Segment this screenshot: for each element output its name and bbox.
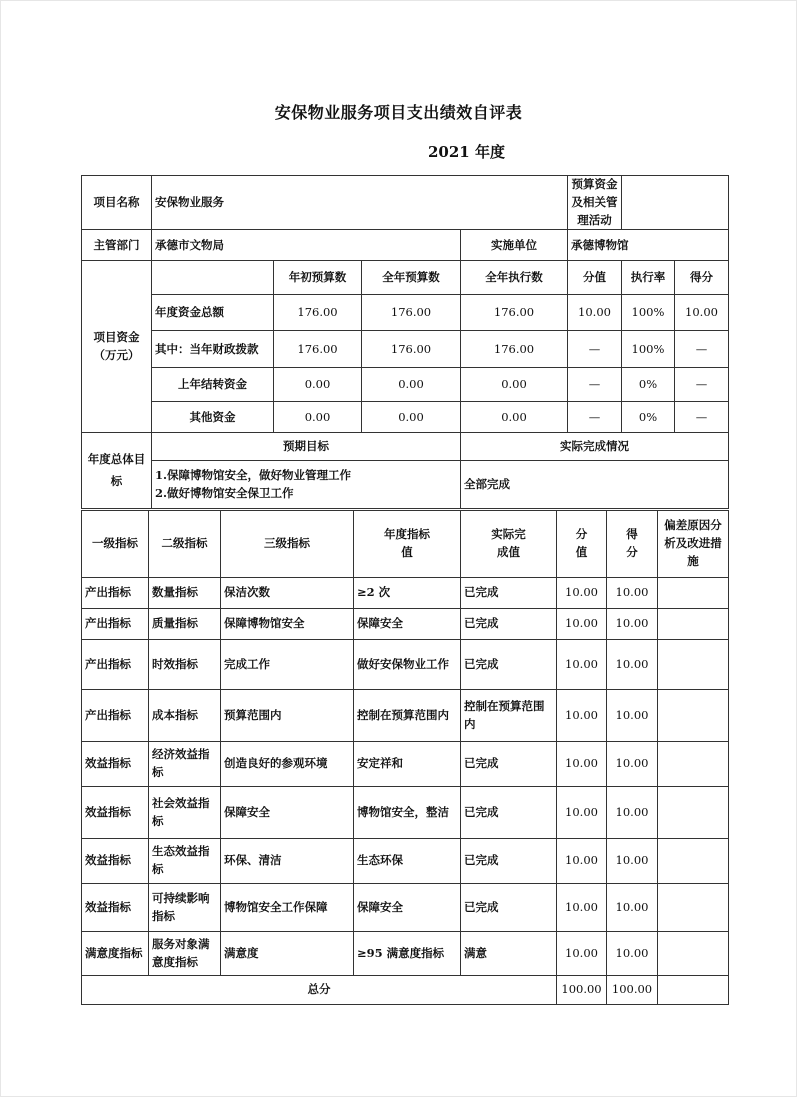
- indicator-header: 二级指标: [149, 511, 221, 578]
- indicator-header: 偏差原因分析及改进措施: [658, 511, 729, 578]
- indicator-header: 一级指标: [82, 511, 149, 578]
- funds-cell: 0%: [622, 402, 675, 433]
- indicator-level3: 保洁次数: [221, 578, 354, 609]
- indicator-row: [82, 578, 729, 609]
- funds-row-name: 年度资金总额: [152, 295, 274, 331]
- indicator-level3: 博物馆安全工作保障: [221, 884, 354, 932]
- indicator-header: 实际完成值: [461, 511, 557, 578]
- expected-goal-item: 1.保障博物馆安全，做好物业管理工作: [155, 468, 352, 483]
- indicator-level1: 效益指标: [82, 742, 149, 787]
- indicator-row: [82, 884, 729, 932]
- indicator-level3: 满意度: [221, 932, 354, 976]
- indicator-level2: 数量指标: [149, 578, 221, 609]
- funds-header: 年初预算数: [274, 261, 362, 295]
- page-title: 安保物业服务项目支出绩效自评表: [274, 103, 523, 122]
- indicator-target: 博物馆安全，整洁: [354, 787, 461, 839]
- indicator-score: 10.00: [607, 640, 658, 690]
- dept-value: 承德市文物局: [152, 230, 461, 261]
- indicator-score: 10.00: [607, 609, 658, 640]
- indicator-target: ≥95 满意度指标: [354, 932, 461, 976]
- funds-header: 执行率: [622, 261, 675, 295]
- indicator-score: 10.00: [607, 742, 658, 787]
- indicator-target: 保障安全: [354, 884, 461, 932]
- indicator-level1: 效益指标: [82, 884, 149, 932]
- funds-cell: 10.00: [675, 295, 729, 331]
- indicator-reason: [658, 609, 729, 640]
- expected-goal-item: 2.做好博物馆安全保卫工作: [155, 485, 294, 500]
- indicator-score-value: 10.00: [557, 839, 607, 884]
- funds-cell: 176.00: [362, 331, 461, 368]
- funds-cell: 100%: [622, 295, 675, 331]
- indicator-row: [82, 787, 729, 839]
- indicator-level2: 服务对象满意度指标: [149, 932, 221, 976]
- indicator-level3: 保障安全: [221, 787, 354, 839]
- expected-goals-header: 预期目标: [152, 433, 461, 461]
- funds-row: [82, 368, 729, 402]
- funds-cell: —: [568, 331, 622, 368]
- indicator-row: [82, 839, 729, 884]
- indicator-reason: [658, 884, 729, 932]
- funds-cell: —: [568, 402, 622, 433]
- indicator-level3: 环保、清洁: [221, 839, 354, 884]
- project-name-value: 安保物业服务: [152, 176, 568, 230]
- indicator-actual: 满意: [461, 932, 557, 976]
- funds-cell: 0.00: [461, 402, 568, 433]
- dept-label: 主管部门: [82, 230, 152, 261]
- funds-cell: —: [568, 368, 622, 402]
- total-reason: [658, 976, 729, 1005]
- funds-header: 分值: [568, 261, 622, 295]
- budget-activity-value: [622, 176, 729, 230]
- funds-cell: —: [675, 331, 729, 368]
- indicator-reason: [658, 932, 729, 976]
- funds-label: 项目资金（万元）: [82, 261, 152, 433]
- indicator-level2: 社会效益指标: [149, 787, 221, 839]
- expected-goals-text: [152, 461, 461, 509]
- indicator-reason: [658, 839, 729, 884]
- indicator-header: 分值: [557, 511, 607, 578]
- funds-cell: 176.00: [461, 295, 568, 331]
- indicator-target: 控制在预算范围内: [354, 690, 461, 742]
- indicator-score-value: 10.00: [557, 578, 607, 609]
- funds-cell: —: [675, 368, 729, 402]
- indicator-actual: 已完成: [461, 640, 557, 690]
- indicator-score-value: 10.00: [557, 609, 607, 640]
- funds-row: [82, 402, 729, 433]
- indicator-actual: 已完成: [461, 839, 557, 884]
- impl-unit-value: 承德博物馆: [568, 230, 729, 261]
- total-label: 总分: [82, 976, 557, 1005]
- budget-activity-label: 预算资金及相关管理活动: [568, 176, 622, 230]
- indicator-score-value: 10.00: [557, 690, 607, 742]
- funds-row-name: 其中：当年财政拨款: [152, 331, 274, 368]
- total-score: 100.00: [607, 976, 658, 1005]
- indicator-header: 得分: [607, 511, 658, 578]
- indicator-header: 年度指标值: [354, 511, 461, 578]
- indicator-score: 10.00: [607, 839, 658, 884]
- indicator-level2: 经济效益指标: [149, 742, 221, 787]
- indicator-score-value: 10.00: [557, 640, 607, 690]
- funds-cell: 0.00: [274, 402, 362, 433]
- project-info-table: [81, 175, 729, 509]
- funds-cell: 0.00: [461, 368, 568, 402]
- impl-unit-label: 实施单位: [461, 230, 568, 261]
- indicator-target: 生态环保: [354, 839, 461, 884]
- indicator-actual: 已完成: [461, 609, 557, 640]
- indicator-target: 做好安保物业工作: [354, 640, 461, 690]
- indicator-score: 10.00: [607, 932, 658, 976]
- funds-cell: 176.00: [362, 295, 461, 331]
- funds-cell: 100%: [622, 331, 675, 368]
- indicator-header: 三级指标: [221, 511, 354, 578]
- funds-header: 得分: [675, 261, 729, 295]
- indicator-level2: 质量指标: [149, 609, 221, 640]
- indicator-score: 10.00: [607, 690, 658, 742]
- indicator-level1: 满意度指标: [82, 932, 149, 976]
- indicator-row: [82, 640, 729, 690]
- indicator-row: [82, 932, 729, 976]
- funds-row: [82, 331, 729, 368]
- indicator-level3: 创造良好的参观环境: [221, 742, 354, 787]
- funds-row-name: 上年结转资金: [152, 368, 274, 402]
- indicator-level3: 完成工作: [221, 640, 354, 690]
- indicator-level3: 预算范围内: [221, 690, 354, 742]
- indicator-row: [82, 609, 729, 640]
- funds-cell: 0.00: [274, 368, 362, 402]
- indicator-actual: 控制在预算范围内: [461, 690, 557, 742]
- actual-completion-text: 全部完成: [461, 461, 729, 509]
- indicator-row: [82, 742, 729, 787]
- total-score-value: 100.00: [557, 976, 607, 1005]
- funds-cell: 10.00: [568, 295, 622, 331]
- indicators-table: [81, 510, 729, 1005]
- actual-completion-header: 实际完成情况: [461, 433, 729, 461]
- indicator-score-value: 10.00: [557, 884, 607, 932]
- indicator-reason: [658, 690, 729, 742]
- indicator-reason: [658, 742, 729, 787]
- indicator-actual: 已完成: [461, 884, 557, 932]
- funds-cell: 176.00: [274, 331, 362, 368]
- indicator-level2: 可持续影响指标: [149, 884, 221, 932]
- funds-row: [82, 295, 729, 331]
- funds-cell: 0.00: [362, 402, 461, 433]
- indicator-score: 10.00: [607, 787, 658, 839]
- indicator-target: ≥2 次: [354, 578, 461, 609]
- indicator-actual: 已完成: [461, 578, 557, 609]
- indicator-level3: 保障博物馆安全: [221, 609, 354, 640]
- report-year: 2021 年度: [428, 143, 505, 161]
- indicator-level1: 产出指标: [82, 609, 149, 640]
- funds-header: 全年预算数: [362, 261, 461, 295]
- indicator-level1: 产出指标: [82, 640, 149, 690]
- indicator-score-value: 10.00: [557, 787, 607, 839]
- indicator-level2: 成本指标: [149, 690, 221, 742]
- indicator-score: 10.00: [607, 884, 658, 932]
- funds-cell: 176.00: [274, 295, 362, 331]
- indicator-reason: [658, 787, 729, 839]
- annual-goals-label: 年度总体目标: [82, 433, 152, 509]
- total-row: [82, 976, 729, 1005]
- project-name-label: 项目名称: [82, 176, 152, 230]
- indicator-actual: 已完成: [461, 742, 557, 787]
- indicator-level1: 产出指标: [82, 690, 149, 742]
- indicator-row: [82, 690, 729, 742]
- indicator-actual: 已完成: [461, 787, 557, 839]
- funds-cell: 176.00: [461, 331, 568, 368]
- indicator-score-value: 10.00: [557, 932, 607, 976]
- funds-row-name: 其他资金: [152, 402, 274, 433]
- indicator-target: 保障安全: [354, 609, 461, 640]
- indicator-level1: 产出指标: [82, 578, 149, 609]
- indicator-level2: 生态效益指标: [149, 839, 221, 884]
- indicator-level1: 效益指标: [82, 787, 149, 839]
- indicator-reason: [658, 578, 729, 609]
- indicator-level2: 时效指标: [149, 640, 221, 690]
- indicator-target: 安定祥和: [354, 742, 461, 787]
- indicator-score-value: 10.00: [557, 742, 607, 787]
- indicator-level1: 效益指标: [82, 839, 149, 884]
- funds-cell: —: [675, 402, 729, 433]
- funds-header: 全年执行数: [461, 261, 568, 295]
- indicator-reason: [658, 640, 729, 690]
- funds-cell: 0.00: [362, 368, 461, 402]
- indicator-score: 10.00: [607, 578, 658, 609]
- funds-cell: 0%: [622, 368, 675, 402]
